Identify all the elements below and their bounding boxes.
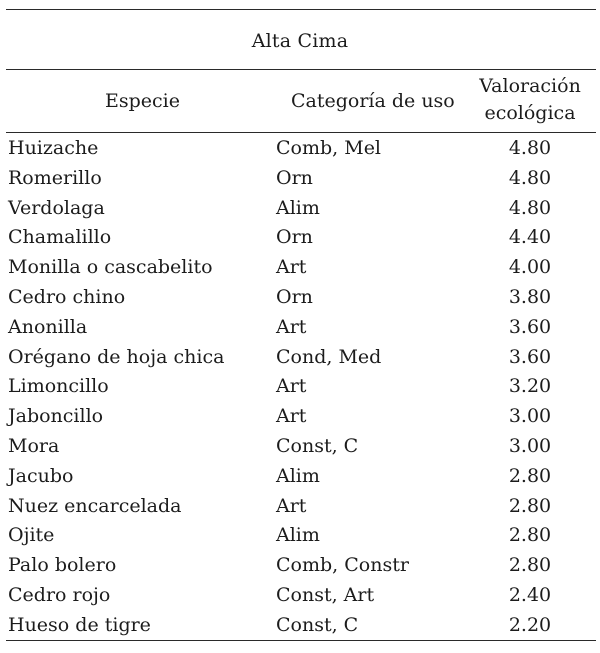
cell-value: 3.00 [508, 405, 552, 428]
cell-category: Comb, Constr [276, 554, 409, 577]
table-row [0, 282, 600, 312]
cell-value: 3.60 [508, 345, 552, 368]
cell-category: Art [276, 405, 307, 428]
header-category: Categoría de uso [291, 90, 455, 112]
table-row [0, 461, 600, 491]
cell-category: Art [276, 315, 307, 338]
cell-category: Art [276, 494, 307, 517]
cell-species: Cedro rojo [8, 583, 111, 606]
cell-category: Const, C [276, 434, 359, 457]
cell-category: Orn [276, 285, 313, 308]
cell-species: Hueso de tigre [8, 613, 151, 636]
cell-value: 2.80 [508, 464, 552, 487]
cell-species: Jacubo [8, 464, 74, 487]
cell-value: 4.80 [508, 166, 552, 189]
cell-species: Anonilla [8, 315, 88, 338]
cell-species: Monilla o cascabelito [8, 256, 213, 279]
cell-species: Cedro chino [8, 285, 126, 308]
title-rule [6, 69, 596, 70]
table-row [0, 550, 600, 580]
cell-value: 2.40 [508, 583, 552, 606]
cell-category: Comb, Mel [276, 137, 382, 159]
cell-value: 3.60 [508, 315, 552, 338]
table-row [0, 193, 600, 223]
cell-value: 2.80 [508, 524, 552, 547]
cell-value: 2.20 [508, 613, 552, 636]
table-row [0, 491, 600, 521]
cell-species: Chamalillo [8, 226, 112, 249]
cell-value: 4.00 [508, 256, 552, 279]
table-row [0, 371, 600, 401]
cell-species: Palo bolero [8, 554, 117, 577]
table-row [0, 610, 600, 640]
cell-category: Orn [276, 226, 313, 249]
cell-species: Nuez encarcelada [8, 494, 182, 517]
cell-category: Alim [276, 464, 320, 487]
cell-category: Alim [276, 524, 320, 547]
header-valoracion-line2: ecológica [484, 102, 576, 124]
cell-category: Art [276, 375, 307, 398]
cell-value: 3.20 [508, 375, 552, 398]
table-row [0, 580, 600, 610]
table-row [0, 163, 600, 193]
cell-value: 3.00 [508, 434, 552, 457]
table-title: Alta Cima [251, 30, 349, 52]
table-row [0, 133, 600, 163]
table-row [0, 222, 600, 252]
table-row [0, 431, 600, 461]
header-valoracion [465, 73, 595, 127]
cell-value: 2.80 [508, 494, 552, 517]
table-row [0, 401, 600, 431]
cell-category: Cond, Med [276, 345, 382, 368]
cell-category: Const, Art [276, 583, 375, 606]
table-row [0, 252, 600, 282]
cell-species: Ojite [8, 524, 55, 547]
header-species: Especie [105, 90, 180, 112]
top-rule [6, 9, 596, 10]
cell-category: Art [276, 256, 307, 279]
cell-category: Alim [276, 196, 320, 219]
cell-category: Const, C [276, 613, 359, 636]
cell-category: Orn [276, 166, 313, 189]
table-row [0, 520, 600, 550]
table-row [0, 312, 600, 342]
cell-species: Mora [8, 434, 60, 457]
cell-value: 4.80 [508, 137, 552, 159]
header-valoracion-line1: Valoración [479, 75, 581, 97]
cell-value: 3.80 [508, 285, 552, 308]
cell-species: Romerillo [8, 166, 102, 189]
cell-species: Orégano de hoja chica [8, 345, 225, 368]
cell-value: 4.40 [508, 226, 552, 249]
table-row [0, 342, 600, 372]
cell-species: Limoncillo [8, 375, 109, 398]
bottom-rule [6, 640, 596, 641]
cell-value: 4.80 [508, 196, 552, 219]
cell-species: Jaboncillo [8, 405, 104, 428]
table-body [0, 133, 600, 640]
cell-species: Huizache [8, 137, 99, 159]
cell-species: Verdolaga [8, 196, 105, 219]
cell-value: 2.80 [508, 554, 552, 577]
